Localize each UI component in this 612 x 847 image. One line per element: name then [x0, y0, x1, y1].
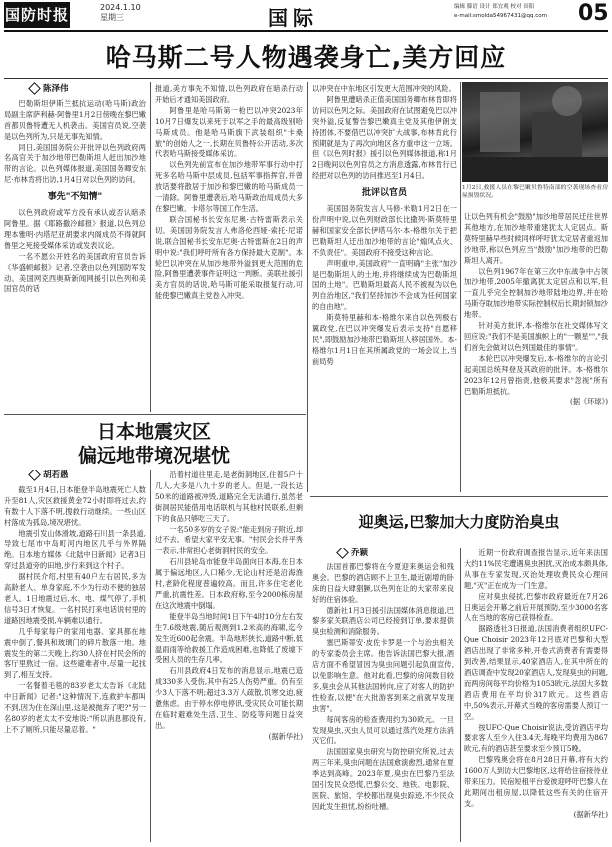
article2-source: (据新华社): [268, 731, 303, 741]
article3-paragraph: 法国首都巴黎将在今夏迎来奥运会和残奥会。巴黎的酒店顾不上卫生,最近剧增的卧床的日益大肆猖獗,以色列在让的大家带来良好的住宿体验。: [312, 561, 454, 604]
article1-paragraph: 阿鲁里是哈马斯第一枪巴以冲突2023年10月7日爆发以来死于以军之手的最高级别哈马斯成员。他是哈马斯旗下武装组织"卡桑旅"的创始人之一,长期在贝鲁特公开活动,多次代表哈马斯接受媒体采访。: [155, 105, 303, 159]
article1-paragraph: 同日,美国国务院公开批评以色列政府两名高官关于加沙地带巴勒斯坦人赶出加沙地带的言论。以色列媒体报道,美国国务卿安东尼·布林肯将出访,1月4日对以色列的访问。: [4, 142, 146, 185]
section-divider: [310, 496, 608, 497]
article2-title-line-1: 日本地震灾区: [96, 421, 211, 443]
article3-paragraph: 按UFC-Que Choisir说法,受访酒店平均要求客人至少入住3.4天,每晚平均费用为867欧元,有的酒店甚至要求至少预订5晚。: [464, 722, 608, 754]
article1-paragraph: 巴勒斯坦伊斯兰抵抗运动(哈马斯)政治局副主席萨利赫·阿鲁里1月2日傍晚在黎巴嫩首都贝鲁特遭无人机袭击。美国官员说,空袭是以色列所为,只是无事先知情。: [4, 98, 146, 141]
article2-paragraph: 几乎每家每户的家用电器、家具都在地震中倒了,餐具和玻璃门的碎片散落一地。地震发生的第二天晚上,约30人挤在村民会所的客厅里熬过一宿。这些避难者中,尽量一起找到了,相互支持。: [4, 626, 146, 680]
article3-column-1: [312, 548, 454, 842]
article1-paragraph: 让以色列有机会"鼓励"加沙地带居民迁往世界其他地方,在加沙地带重建犹太人定居点。斯莫特里赫早些时候同样呼吁犹太定居者重返加沙地带,称以色列应当"鼓励"加沙地带的巴勒斯坦人离开。: [464, 212, 608, 265]
article3-paragraph: 德新社1月3日援引法国媒体消息报道,巴黎多家关联酒店公司已经接到订单,要求提供臭虫检测和消除服务。: [312, 605, 454, 637]
article3-paragraph: 据路透社3日报道,法国消费者组织UFC-Que Choisir 2023年12月底对巴黎和大型酒店出现了非常多种,开卷式消费者有需要得到改善,结果显示,40家酒店人,在其中所在的酒店调查中发现20家酒店人,发现臭虫的问题,而两房间每平均价格为1053欧元,法国大多数酒店费用在平均价317欧元。这些酒店中,50%表示,开幕式当晚的客房需要人预订一空。: [464, 624, 608, 721]
page-number: 05: [578, 1, 609, 26]
article1-paragraph: 针对美方批评,本-格维尔在社交媒体写文回应说:"我们不是美国旗帜上的"一颗星"","我们首先会做对以色列国最佳的事情"。: [464, 321, 608, 352]
article3-paragraph: 巴黎残奥会将在8月28日开幕,将有大约1600万人到访大巴黎地区,这将给住宿接待业带来压力。民宿短租平台爱彼迎呼吁巴黎人在此期间出租房屋,以降低这些有关的住宿开支。: [464, 755, 608, 808]
masthead-rule: [4, 30, 608, 32]
masthead: [0, 0, 612, 30]
email-text: e-mail:smolda54967431@qq.com: [454, 13, 547, 19]
article2-paragraph: 能登半岛当地时间1日下午4时10分左右发生7.6级地震,随后观测到1.2米高的海啸,迄今发生近600起余震。半岛地形狭长,道路中断,低温雨雨等给救援工作造成困难,也降低了废墟下受困人员的生存几率。: [155, 611, 303, 665]
article1-paragraph: 联合国秘书长安东尼奥·古特雷斯表示关切。美国国务院发言人弗洛伦西娅·索托·尼诺说,联合国秘书长安东尼奥·古特雷斯在2日的声明中说:"我们呼吁所有各方保持最大克制"。本轮巴以冲突在从加沙地带外溢到更大范围的危险,阿鲁里遭袭事件证明这一判断。美联社援引美方官员的话说,哈马斯可能采取报复行动,可能使黎巴嫩真主党卷入冲突。: [155, 214, 303, 301]
article1-paragraph: 以色列1967年在第三次中东战争中占领加沙地带,2005年撤离犹太定居点和以军,但一直儿乎完全控制加沙地带陆地边界,并在哈马斯夺取加沙地带实际控制权后长期封锁加沙地带。: [464, 266, 608, 320]
byline-diamond-icon: [336, 548, 349, 559]
article1-subheading-2: 批评以官员: [361, 188, 407, 199]
news-photo: [462, 82, 608, 182]
editors-text: 编辑 滕语 设计 郑宜观 校对 田阳: [454, 4, 535, 10]
article1-paragraph: 一名不愿公开姓名的美国政府官员告诉《华盛顿邮报》记者,空袭由以色列国防军发动。美国网克西奥斯新闻网援引以色列和美国官员的话: [4, 251, 146, 294]
article2-paragraph: 据村民介绍,村里有40户左右居民,多为高龄老人、单身家庭,不少为行动不便的独居老人。1日地震过后,水、电、煤气停了,手机信号3日才恢复。一名村民打来电话说村里的道路因地震受损,车辆难以通行。: [4, 572, 146, 625]
section-divider: [4, 414, 306, 415]
article3-paragraph: 应对臭虫侵扰,巴黎市政府最近在7月26日奥运会开幕之前后开展预防,至少3000名客人在当地的客房已获得检查。: [464, 591, 608, 623]
article2-paragraph: 石川县轮岛市能登半岛面向日本海,在日本属于偏远地区,人口稀少,无论山村还是沿海渔村,老龄化程度普遍较高。而且,许多住宅老化严重,抗震性差。日本政府称,至今2000栋房屋在这次地震中倒塌。: [155, 557, 303, 610]
article1-paragraph: 本轮巴以冲突爆发后,本-格维尔的言论引起美国总统拜登及其政府的批评。本-格维尔2023年12月曾指责,他极其要求"忽视"所有巴勒斯坦抵抗。: [464, 353, 608, 396]
article1-subheading-1: 事先"不知情": [47, 192, 103, 203]
weekday-text: 星期三: [100, 13, 124, 22]
column-divider: [150, 82, 151, 412]
article2-author: 胡若愚: [43, 470, 69, 480]
article1-paragraph: 美国国务院发言人马修·米勒1月2日在一份声明中说,以色列财政部长比撒列·斯莫特里赫和国家安全部长伊塔马尔·本-格维尔关于把巴勒斯坦人迁出加沙地带的言论"煽风点火、不负责任"。美国政府不接受这种言论。: [312, 204, 457, 257]
article3-paragraph: 近期一份政府调查报告显示,近年来法国大约11%民宅遭遇臭虫困扰,灭治成本颇具体,从事在专家发现,灭治处理收费民众心理问题,"灭"正在成为一门生意。: [464, 548, 608, 590]
article1-paragraph: 斯莫特里赫和本-格维尔来自以色列极右翼政党,在巴以冲突爆发后表示支持"自愿移民",即鼓励加沙地带巴勒斯坦人移居国外。本-格维尔1月1日在其所属政党的一场会议上,当前局势: [312, 313, 457, 366]
article3-paragraph: 塞巴斯蒂安·皮佐卡罗是一个与治虫相关的专家委员会主席。他告诉法国巴黎大报,酒店方面不希望冒因为臭虫问题引起负面宣传,以免影响生意。他对此看,巴黎的房间数目较多,臭虫会从其他法国转向,应了对客人的防护性检查,以便"在大批游客到来之前就早发现虫害"。: [312, 638, 454, 713]
article3-paragraph: 每间客房的检查费用约为30欧元。一旦发现臭虫,灭虫人员可以通过蒸汽处理方法消灭它们。: [312, 714, 454, 746]
article1-source: (据《环球》): [570, 397, 608, 407]
article2-byline: [30, 470, 146, 481]
article2-title: [4, 420, 304, 468]
photo-building-shape: [532, 112, 582, 162]
article2-paragraph: 石川县政府4日发布的消息显示,地震已造成330多人受伤,其中有25人伤势严重。仍有至少3人下落不明;超过3.3万人疏散,饥寒交迫,疲惫焦虑。由于停水停电停讯,受灾民众可能长期在临时避难处生活,卫生、防疫等问题日益突出。: [155, 666, 303, 730]
article1-paragraph: 阿鲁里遭暗杀正值美国国务卿布林肯即将访问以色列之际。美国政府在试图避免巴以冲突外溢,反复警告黎巴嫩真主党及其他伊朗支持团体,不要借巴以冲突扩大战事,布林肯此行预期就是为了再次向地区各方重申这一立场。但《以色列时报》援引以色列媒体报道,称1月2日晚间以色列官员之方消息透露,布林肯行已经把对以色列的访问推迟至1月4日。: [312, 94, 457, 181]
article2-paragraph: 一名餐着毛毯的83岁老太太告诉《北陆中日新闻》记者:"这种情况下,连救护车都叫不到,因为住在深山里,这是被抛弃了吧?"另一名80岁的老太太不安地说:"所以消息都没有,上不了厕所,只能尽量忍着。": [4, 681, 146, 734]
article1-column-4: [464, 212, 608, 494]
article1-column-1: [4, 82, 146, 412]
article2-paragraph: 截至1月4日,日本能登半岛地震死亡人数升至81人,灾区救援黄金72小时即将过去,约有数十人下落不明,搜救行动继续。一些山区村落成为孤岛,境况堪忧。: [4, 484, 146, 527]
headline-rule: [4, 78, 608, 79]
article2-column-2: [155, 470, 303, 842]
article3-author: 乔颖: [351, 548, 369, 558]
newspaper-logo: 国防时报: [4, 2, 70, 28]
article2-title-line-2: 偏远地带境况堪忧: [77, 445, 230, 467]
article1-byline: [30, 84, 146, 95]
issue-date: [100, 3, 141, 23]
article1-author: 陈泽伟: [43, 84, 69, 94]
article1-column-3: [312, 84, 457, 494]
article3-source: (据新华社): [573, 809, 608, 819]
article3-title: 迎奥运,巴黎加大力度防治臭虫: [358, 513, 560, 531]
photo-ground-shape: [462, 157, 608, 182]
column-divider: [460, 548, 461, 842]
byline-diamond-icon: [28, 470, 41, 481]
article1-column-2: [155, 84, 303, 412]
photo-light-shape: [552, 86, 582, 116]
article1-paragraph: 以色列先前宣布在加沙地带军事行动中打死多名哈马斯中层成员,包括军事指挥官,并曾放话要将散居于加沙和黎巴嫩的哈马斯成员一一清除。阿鲁里遭袭后,哈马斯政治局成员大多在黎巴嫩、卡塔尔等国工作生活。: [155, 160, 303, 213]
column-divider: [150, 470, 151, 842]
article1-paragraph: 报道,美方事先不知情,以色列政府在暗杀行动开始后才通知美国政府。: [155, 84, 303, 104]
main-headline: 哈马斯二号人物遇袭身亡,美方回应: [105, 43, 507, 72]
article1-paragraph: 以冲突在中东地区引发更大范围冲突的风险。: [312, 84, 456, 93]
editor-credits: [454, 3, 547, 21]
article3-column-2: [464, 548, 608, 842]
byline-diamond-icon: [28, 82, 41, 95]
photo-building-shape: [480, 92, 520, 152]
article3-byline: [338, 548, 454, 559]
article1-paragraph: 以色列政府或军方没有承认或否认暗杀阿鲁里。据《耶路撒冷邮报》报道,以色列总理本雅明·内塔尼亚胡要求内阁成员不得就阿鲁里之死接受媒体采访或发表议论。: [4, 208, 146, 250]
article2-column-1: [4, 470, 146, 842]
article1-paragraph: 声明重申,美国政府"一直明确"主张"加沙是巴勒斯坦人的土地,并将继续成为巴勒斯坦国的土地"。巴勒斯坦最高人民不被视为以色列自治地区,"我们坚持加沙不会成为任何国家的自由地"。: [312, 258, 457, 312]
article2-paragraph: 沿着村道往里走,是老街洞地区,住着5户十几人,大多是八九十岁的老人。但是,一段长达50米的道路被冲毁,道路完全无法通行,虽然老街洞居民能借用电话联机与其他村民联系,但剩下的食品只够吃三天了。: [155, 470, 303, 523]
article2-paragraph: 地震引发山体滑坡,道路石川县一条县道,导致七尾市中岛町河内地区几乎与外界隔绝。日本地方媒体《北陆中日新闻》记者3日穿过县道旁的田地,步行来到这个村子。: [4, 528, 146, 571]
article2-paragraph: 一名50多岁的女子说:"能走到房子附近,却过不去。希望大家平安无事。"村民会长并平秀一表示,非常担心老街洞村民的安全。: [155, 524, 303, 556]
section-title: 国际: [268, 6, 318, 30]
date-text: 2024.1.10: [100, 3, 141, 12]
column-divider: [460, 82, 461, 492]
column-divider: [307, 82, 308, 492]
article3-paragraph: 法国国家臭虫研究与防控研究所说,过去两三年来,臭虫问题在法国愈演愈烈,通常在夏季达到高峰。2023年夏,臭虫在巴黎乃至法国引发民众恐慌,巴黎公交、地铁、电影院、医院、旅馆、学校都出现臭虫踪迹,不少民众因此发生担忧,纷纷吐槽。: [312, 747, 454, 811]
photo-caption: 1月2日,救援人员在黎巴嫩贝鲁特南部的空袭现场查看房屋损毁状况。: [462, 185, 608, 199]
